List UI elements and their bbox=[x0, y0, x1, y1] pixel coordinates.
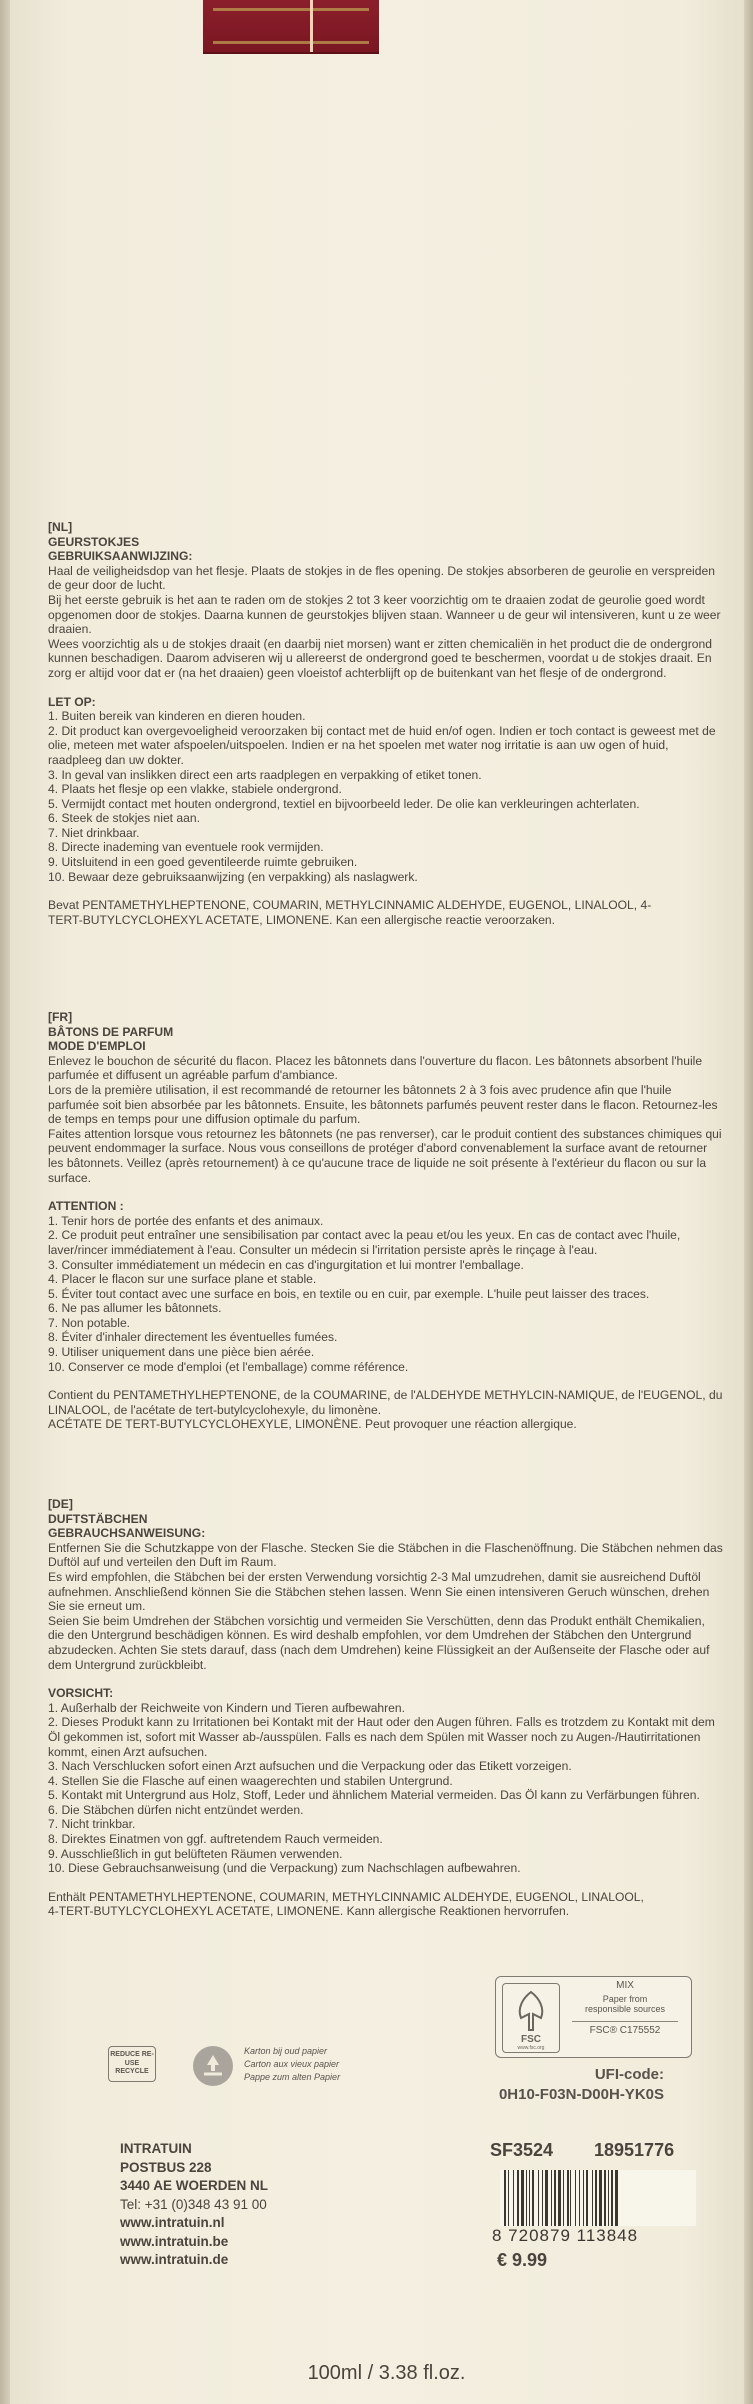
nl-contains: Bevat PENTAMETHYLHEPTENONE, COUMARIN, METHYLCINNAMIC ALDEHYDE, EUGENOL, LINALOOL, 4- bbox=[48, 898, 652, 913]
de-usage-3: Seien Sie beim Umdrehen der Stäbchen vorsichtig und vermeiden Sie Verschütten, denn das Produkt enthält Chemikalien, die den Untergrund beschädigen können. Es wird deshalb empfohlen, vor dem Umdrehen der Stäbchen den Untergrund abzudecken. Achten Sie stets darauf, dass (nach dem Umdrehen) keine Flüssigkeit an der Außenseite der Flasche oder auf dem Untergrund zurückbleibt. bbox=[48, 1613, 710, 1672]
fr-warning-5: 5. Éviter tout contact avec une surface en bois, en textile ou en cuir, par exemple. L'huile peut laisser des traces. bbox=[48, 1286, 650, 1301]
barcode bbox=[500, 2170, 696, 2226]
barcode-bar bbox=[586, 2170, 588, 2226]
de-usage: Entfernen Sie die Schutzkappe von der Flasche. Stecken Sie die Stäbchen in die Flaschenöffnung. Die Stäbchen nehmen das Duftöl auf und verteilen den Duft im Raum. bbox=[48, 1540, 723, 1570]
nl-warning-1: 1. Buiten bereik van kinderen en dieren houden. bbox=[48, 709, 306, 724]
de-usage-2: Es wird empfohlen, die Stäbchen bei der ersten Verwendung vorsichtig 2-3 Mal umzudrehen, damit sie ausreichend Duftöl aufnehmen. Anschließend können Sie die Stäbchen stehen lassen. Wenn Sie einen intensiveren Geruch wünschen, drehen Sie sie erneut um. bbox=[48, 1569, 710, 1614]
barcode-bar bbox=[599, 2170, 602, 2226]
nl-warning-10: 10. Bewaar deze gebruiksaanwijzing (en verpakking) als naslagwerk. bbox=[48, 869, 418, 884]
fsc-line-1: Paper from bbox=[602, 1993, 648, 2004]
fr-title: BÂTONS DE PARFUM bbox=[48, 1024, 174, 1039]
fr-warning-10: 10. Conserver ce mode d'emploi (et l'emballage) comme référence. bbox=[48, 1359, 409, 1374]
barcode-bar bbox=[592, 2170, 593, 2226]
fr-tag: [FR] bbox=[48, 1010, 73, 1024]
barcode-bar bbox=[579, 2170, 580, 2226]
barcode-bar bbox=[611, 2170, 613, 2226]
nl-warning-4: 4. Plaats het flesje op een vlakke, stabiele ondergrond. bbox=[48, 782, 342, 797]
fsc-line-2: responsible sources bbox=[584, 2004, 666, 2014]
ufi-label: UFI-code: bbox=[594, 2066, 664, 2083]
de-contains: Enthält PENTAMETHYLHEPTENONE, COUMARIN, METHYLCINNAMIC ALDEHYDE, EUGENOL, LINALOOL, bbox=[48, 1889, 644, 1904]
de-warning-2: 2. Dieses Produkt kann zu Irritationen bei Kontakt mit der Haut oder den Augen führen. Falls es trotzdem zu Kontakt mit dem Öl gekommen ist, sofort mit Wasser ab-/ausspülen. Falls es nach dem Spülen mit Wasser noch zu Augen-/Hautirritationen kommt, einen Arzt aufsuchen. bbox=[48, 1715, 715, 1759]
de-contains-2: 4-TERT-BUTYLCYCLOHEXYL ACETATE, LIMONENE. Kann allergische Reaktionen hervorrufen. bbox=[48, 1904, 570, 1919]
company-web-nl: www.intratuin.nl bbox=[120, 2215, 225, 2230]
packaging-side bbox=[10, 0, 744, 2404]
barcode-bar bbox=[508, 2170, 509, 2226]
company-address bbox=[120, 2140, 268, 2270]
barcode-bars bbox=[500, 2170, 696, 2226]
fr-warn-title: ATTENTION : bbox=[48, 1199, 124, 1214]
barcode-bar bbox=[554, 2170, 556, 2226]
fr-warning-6: 6. Ne pas allumer les bâtonnets. bbox=[48, 1301, 222, 1316]
nl-contains-2: TERT-BUTYLCYCLOHEXYL ACETATE, LIMONENE. Kan een allergische reactie veroorzaken. bbox=[48, 912, 556, 927]
nl-warning-9: 9. Uitsluitend in een goed geventileerde ruimte gebruiken. bbox=[48, 855, 358, 870]
barcode-bar bbox=[551, 2170, 552, 2226]
barcode-bar bbox=[604, 2170, 606, 2226]
price: € 9.99 bbox=[497, 2250, 548, 2270]
de-warning-7: 7. Nicht trinkbar. bbox=[48, 1817, 136, 1832]
barcode-bar bbox=[521, 2170, 524, 2226]
barcode-bar bbox=[567, 2170, 569, 2226]
barcode-bar bbox=[558, 2170, 561, 2226]
fr-usage: Enlevez le bouchon de sécurité du flacon. Placez les bâtonnets dans l'ouverture du flacon. Les bâtonnets absorbent l'huile parfumée et diffusent un agréable parfum d'ambiance. bbox=[48, 1053, 703, 1083]
carton-nl: Karton bij oud papier bbox=[244, 2046, 328, 2056]
nl-usage-2: Bij het eerste gebruik is het aan te raden om de stokjes 2 tot 3 keer voorzichtig om te draaien zodat de geurolie goed wordt opgenomen door de stokjes. Daarna kunnen de geurstokjes blijven staan. Wanneer u de geur wil intensiveren, kunt u ze weer draaien. bbox=[48, 592, 721, 637]
de-warning-3: 3. Nach Verschlucken sofort einen Arzt aufsuchen und die Verpackung oder das Etikett vorzeigen. bbox=[48, 1759, 572, 1774]
box-right-edge bbox=[744, 0, 753, 2404]
fr-warning-8: 8. Éviter d'inhaler directement les éventuelles fumées. bbox=[48, 1330, 338, 1345]
fr-warning-1: 1. Tenir hors de portée des enfants et des animaux. bbox=[48, 1213, 324, 1228]
fr-usage-3: Faites attention lorsque vous retournez les bâtonnets (ne pas renverser), car le produit contient des substances chimiques qui peuvent endommager la surface. Nous vous conseillons de protéger d'abord convenablement la surface avant de retourner les bâtonnets. Veillez (après retournement) à ce qu'aucune trace de liquide ne soit présente à l'extérieur du flacon ou sur la surface. bbox=[48, 1126, 722, 1185]
company-name: INTRATUIN bbox=[120, 2141, 192, 2156]
fr-warning-2: 2. Ce produit peut entraîner une sensibilisation par contact avec la peau et/ou les yeux. En cas de contact avec l'huile, laver/rincer immédiatement à l'eau. Consulter un médecin si l'irritation persiste après le rinçage à l'eau. bbox=[48, 1228, 681, 1257]
barcode-bar bbox=[526, 2170, 527, 2226]
company-web-de: www.intratuin.de bbox=[120, 2252, 229, 2267]
barcode-bar bbox=[504, 2170, 506, 2226]
barcode-bar bbox=[608, 2170, 609, 2226]
fr-warning-3: 3. Consulter immédiatement un médecin en cas d'ingurgitation et lui montrer l'emballage. bbox=[48, 1257, 524, 1272]
ribbon-gap bbox=[310, 0, 313, 52]
barcode-number: 8 720879 113848 bbox=[492, 2226, 639, 2245]
barcode-bar bbox=[615, 2170, 618, 2226]
nl-warning-8: 8. Directe inademing van eventuele rook vermijden. bbox=[48, 840, 324, 855]
barcode-bar bbox=[532, 2170, 534, 2226]
de-warning-8: 8. Direktes Einatmen von ggf. auftretendem Rauch vermeiden. bbox=[48, 1832, 383, 1847]
de-warning-1: 1. Außerhalb der Reichweite von Kindern und Tieren aufbewahren. bbox=[48, 1700, 405, 1715]
volume-label: 100ml / 3.38 fl.oz. bbox=[307, 2362, 466, 2384]
section-nl bbox=[48, 520, 724, 927]
fr-contains: Contient du PENTAMETHYLHEPTENONE, de la COUMARINE, de l'ALDEHYDE METHYLCIN-NAMIQUE, de l'EUGENOL, du LINALOOL, de l'acétate de tert-butylcyclohexyle, du limonène. bbox=[48, 1388, 723, 1417]
de-warning-6: 6. Die Stäbchen dürfen nicht entzündet werden. bbox=[48, 1802, 304, 1817]
nl-warning-5: 5. Vermijdt contact met houten ondergrond, textiel en bijvoorbeeld leder. De olie kan verkleuringen achterlaten. bbox=[48, 796, 640, 811]
barcode-bar bbox=[538, 2170, 539, 2226]
carton-fr: Carton aux vieux papier bbox=[244, 2059, 340, 2069]
barcode-bar bbox=[542, 2170, 543, 2226]
nl-usage-3: Wees voorzichtig als u de stokjes draait (en daarbij niet morsen) want er zitten chemicaliën in het product die de ondergrond kunnen beschadigen. Daarom adviseren wij u allereerst de ondergrond goed te beschermen, voordat u de stokjes draait. En zorg er altijd voor dat er (na het draaien) geen vloeistof achterblijft op de buitenkant van het flesje of de ondergrond. bbox=[48, 636, 712, 680]
article-number: 18951776 bbox=[594, 2140, 675, 2160]
nl-warning-2: 2. Dit product kan overgevoeligheid veroorzaken bij contact met de huid en/of ogen. Indien er toch contact is geweest met de olie, meteen met water afspoelen/uitspoelen. Indien er na het spoelen met water nog irritatie is aan uw ogen of huid, raadpleeg dan uw dokter. bbox=[48, 723, 716, 767]
carton-de: Pappe zum alten Papier bbox=[244, 2072, 341, 2082]
company-phone: Tel: +31 (0)348 43 91 00 bbox=[120, 2196, 267, 2212]
red-ribbon-top bbox=[203, 0, 379, 54]
barcode-bar bbox=[529, 2170, 530, 2226]
company-web-be: www.intratuin.be bbox=[120, 2233, 229, 2249]
fr-warning-9: 9. Utiliser uniquement dans une pièce bien aérée. bbox=[48, 1345, 315, 1360]
barcode-bar bbox=[570, 2170, 571, 2226]
nl-title: GEURSTOKJES bbox=[48, 534, 140, 549]
fsc-code: FSC® C175552 bbox=[589, 2024, 661, 2036]
ufi-code: 0H10-F03N-D00H-YK0S bbox=[498, 2086, 664, 2103]
fsc-text bbox=[564, 1981, 686, 2036]
fsc-logo-text: FSC bbox=[521, 2034, 541, 2045]
nl-usage: Haal de veiligheidsdop van het flesje. Plaats de stokjes in de fles opening. De stokjes absorberen de geurolie en verspreiden de geur door de lucht. bbox=[48, 563, 715, 593]
barcode-bar bbox=[545, 2170, 548, 2226]
company-street: POSTBUS 228 bbox=[120, 2159, 212, 2175]
box-left-edge bbox=[0, 0, 10, 2404]
barcode-bar bbox=[513, 2170, 514, 2226]
de-subtitle: GEBRAUCHSANWEISUNG: bbox=[48, 1526, 206, 1541]
nl-warning-7: 7. Niet drinkbaar. bbox=[48, 825, 140, 840]
fr-usage-2: Lors de la première utilisation, il est recommandé de retourner les bâtonnets 2 à 3 fois avec prudence afin que l'huile parfumée soit bien absorbée par les bâtonnets. Ensuite, les bâtonnets parfumés peuvent rester dans le flacon. Retournez-les de temps en temps pour une diffusion optimale du parfum. bbox=[48, 1082, 718, 1127]
nl-warning-6: 6. Steek de stokjes niet aan. bbox=[48, 811, 200, 826]
barcode-bar bbox=[595, 2170, 597, 2226]
barcode-bar bbox=[575, 2170, 576, 2226]
fr-warning-4: 4. Placer le flacon sur une surface plane et stable. bbox=[48, 1272, 317, 1287]
section-de bbox=[48, 1497, 724, 1919]
fsc-mix: MIX bbox=[616, 1980, 634, 1991]
nl-subtitle: GEBRUIKSAANWIJZING: bbox=[48, 549, 193, 564]
barcode-bar bbox=[563, 2170, 564, 2226]
section-fr bbox=[48, 1010, 724, 1432]
sku-code: SF3524 bbox=[490, 2140, 554, 2160]
fr-contains-2: ACÉTATE DE TERT-BUTYLCYCLOHEXYLE, LIMONÈNE. Peut provoquer une réaction allergique. bbox=[48, 1417, 577, 1432]
nl-warning-3: 3. In geval van inslikken direct een arts raadplegen en verpakking of etiket tonen. bbox=[48, 767, 482, 782]
reduce-reuse-recycle-badge bbox=[108, 2046, 156, 2082]
fsc-label bbox=[495, 1976, 692, 2058]
de-warn-title: VORSICHT: bbox=[48, 1686, 114, 1701]
recycle-icon bbox=[193, 2046, 233, 2086]
de-title: DUFTSTÄBCHEN bbox=[48, 1511, 148, 1526]
nl-tag: [NL] bbox=[48, 520, 73, 534]
fsc-logo-url: www.fsc.org bbox=[517, 2045, 545, 2051]
de-warning-10: 10. Diese Gebrauchsanweisung (und die Verpackung) zum Nachschlagen aufbewahren. bbox=[48, 1861, 521, 1876]
recycle-badge-text: REDUCE RE-USE RECYCLE bbox=[110, 2051, 154, 2075]
fr-warning-7: 7. Non potable. bbox=[48, 1315, 131, 1330]
de-tag: [DE] bbox=[48, 1497, 73, 1511]
company-city: 3440 AE WOERDEN NL bbox=[120, 2178, 269, 2193]
fr-subtitle: MODE D'EMPLOI bbox=[48, 1039, 146, 1054]
de-warning-5: 5. Kontakt mit Untergrund aus Holz, Stoff, Leder und ähnlichem Material vermeiden. Das Öl kann zu Verfärbungen führen. bbox=[48, 1788, 700, 1803]
barcode-bar bbox=[583, 2170, 584, 2226]
de-warning-9: 9. Ausschließlich in gut belüfteten Räumen verwenden. bbox=[48, 1846, 343, 1861]
fsc-tree-icon bbox=[502, 1983, 560, 2053]
de-warning-4: 4. Stellen Sie die Flasche auf einen waagerechten und stabilen Untergrund. bbox=[48, 1773, 453, 1788]
nl-warn-title: LET OP: bbox=[48, 694, 96, 709]
barcode-bar bbox=[517, 2170, 519, 2226]
